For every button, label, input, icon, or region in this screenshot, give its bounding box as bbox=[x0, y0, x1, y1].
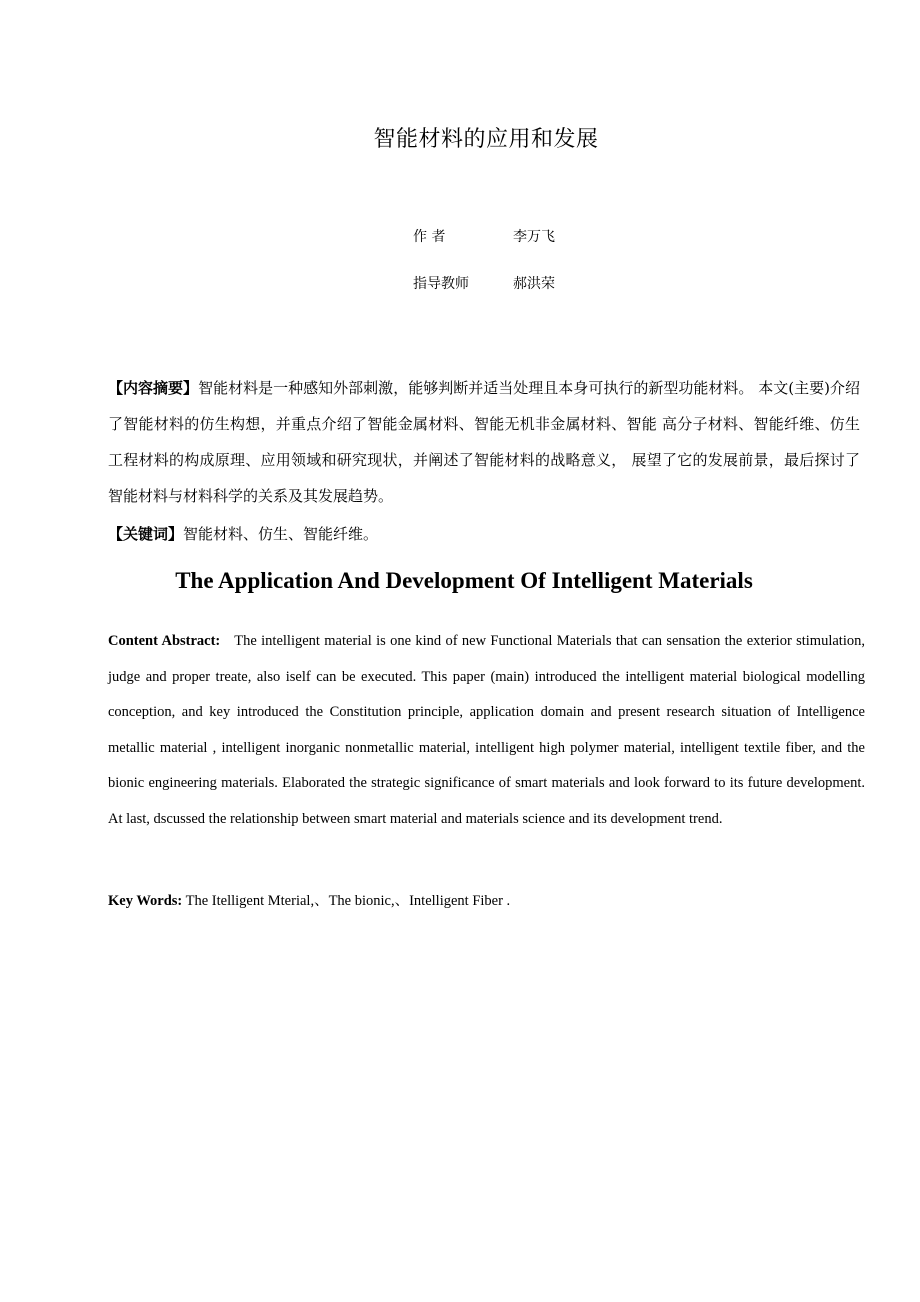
english-abstract-text: The intelligent material is one kind of new Functional Materials that can sensation the exterior stimulation, judge and proper treate, also iself can be executed. This paper (main) introduced the intelligent material biological modelling conception, and key introduced the Constitution principle, application domain and present research situation of Intelligence metallic material , intelligent inorganic nonmetallic material, intelligent high polymer material, intelligent textile fiber, and the bionic engineering materials. Elaborated the strategic significance of smart materials and look forward to its future development. At last, dscussed the relationship between smart material and materials science and its development trend. bbox=[108, 633, 865, 827]
chinese-keywords-text: 智能材料、仿生、智能纤维。 bbox=[183, 525, 379, 543]
english-title: The Application And Development Of Intelligent Materials bbox=[175, 568, 753, 593]
english-abstract bbox=[108, 624, 865, 838]
chinese-keywords-label: 【关键词】 bbox=[108, 525, 184, 543]
chinese-abstract-label: 【内容摘要】 bbox=[108, 379, 199, 397]
english-keywords-text: The Itelligent Mterial,、The bionic,、Intelligent Fiber . bbox=[185, 893, 511, 909]
advisor-label: 指导教师 bbox=[413, 276, 469, 292]
chinese-abstract-text: 智能材料是一种感知外部刺激，能够判断并适当处理且本身可执行的新型功能材料。 本文(主要)介绍了智能材料的仿生构想，并重点介绍了智能金属材料、智能无机非金属材料、智能 高分子材料、智能纤维、仿生工程材料的构成原理、应用领域和研究现状，并阐述了智能材料的战略意义， 展望了它的发展前景，最后探讨了智能材料与材料科学的关系及其发展趋势。 bbox=[108, 379, 860, 505]
chinese-keywords bbox=[108, 520, 860, 548]
chinese-title: 智能材料的应用和发展 bbox=[373, 127, 599, 152]
chinese-abstract bbox=[108, 370, 860, 514]
english-keywords bbox=[108, 888, 865, 914]
english-abstract-label: Content Abstract: bbox=[108, 633, 221, 649]
advisor-name: 郝洪荣 bbox=[513, 276, 555, 292]
author-label: 作 者 bbox=[413, 229, 446, 245]
author-name: 李万飞 bbox=[513, 229, 555, 245]
english-keywords-label: Key Words: bbox=[108, 893, 183, 909]
